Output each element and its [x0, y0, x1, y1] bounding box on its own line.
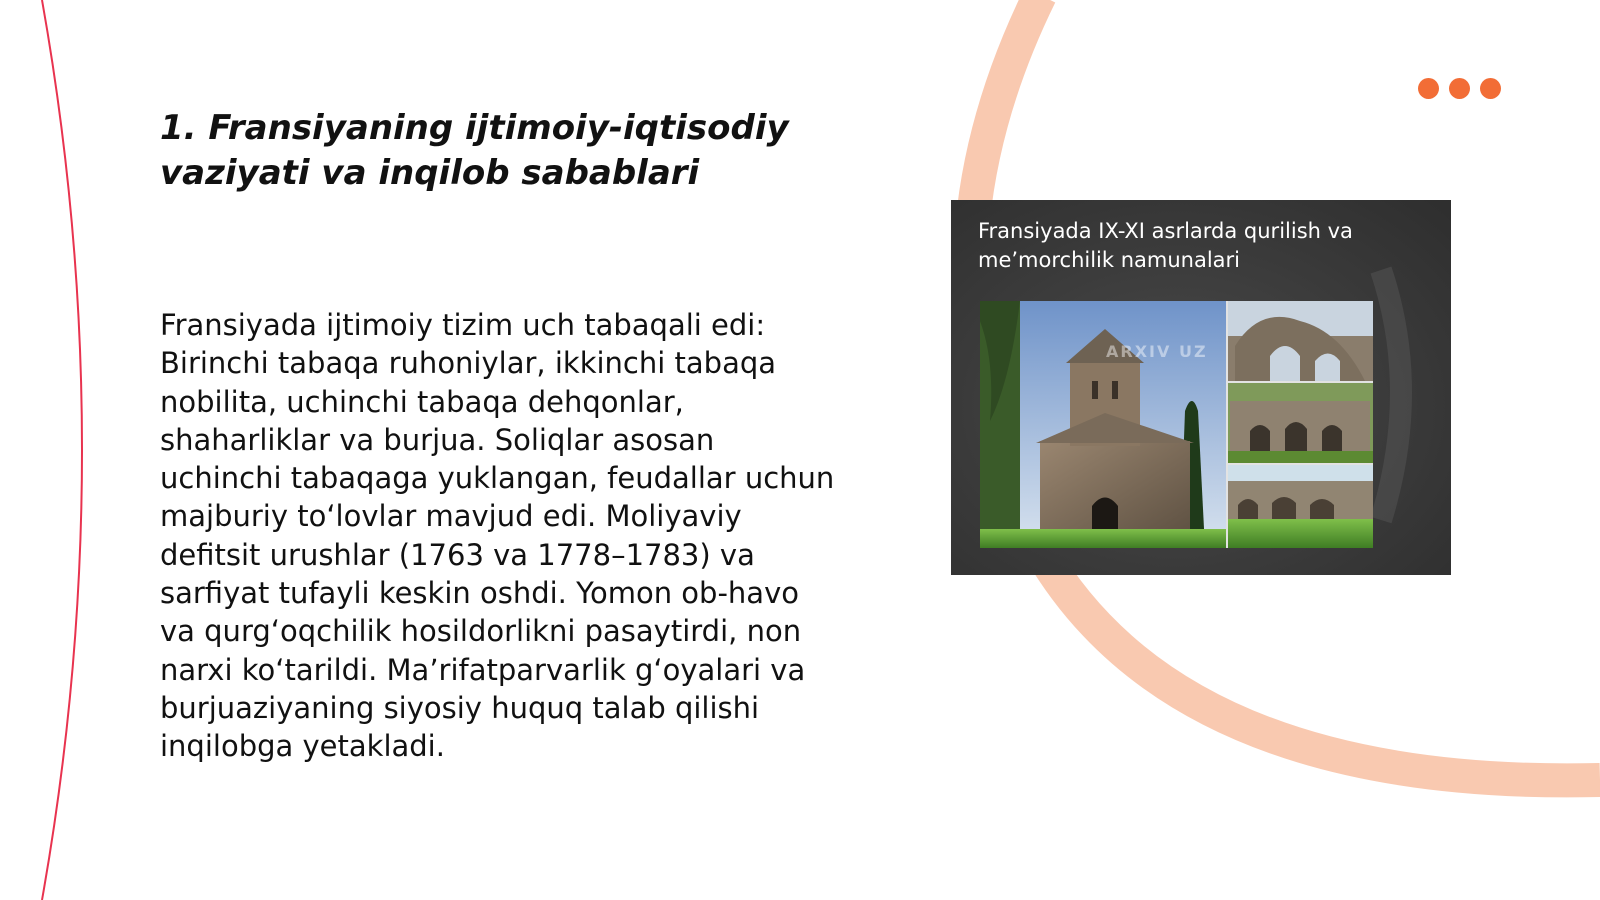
image-caption: Fransiyada IX-XI asrlarda qurilish va me’morchilik namunalari: [978, 219, 1353, 272]
architecture-photo-collage: [980, 301, 1373, 548]
dot: [1418, 78, 1439, 99]
left-curve-line: [42, 0, 82, 900]
dot: [1449, 78, 1470, 99]
slide-title: 1. Fransiyaning ijtimoiy-iqtisodiy vaziyati va inqilob sabablari: [160, 108, 789, 193]
three-dots-icon: [1418, 78, 1501, 99]
ruin-photo-middle: [1228, 383, 1373, 463]
dot: [1480, 78, 1501, 99]
photo-card: [951, 200, 1451, 575]
slide-body-text: Fransiyada ijtimoiy tizim uch tabaqali edi: Birinchi tabaqa ruhoniylar, ikkinchi tabaqa nobilita, uchinchi tabaqa dehqonlar, shaharliklar va burjua. Soliqlar asosan uchinchi tabaqaga yuklangan, feudallar uchun majburiy toʻlovlar mavjud edi. Moliyaviy defitsit urushlar (1763 va 1778–1783) va sarfiyat tufayli keskin oshdi. Yomon ob-havo va qurgʻoqchilik hosildorlikni pasaytirdi, non narxi koʻtarildi. Maʼrifatparvarlik gʻoyalari va burjuaziyaning siyosiy huquq talab qilishi inqilobga yetakladi.: [160, 308, 835, 764]
church-photo: [980, 301, 1226, 548]
photo-watermark: ARXIV UZ: [1106, 342, 1208, 361]
ruin-photo-top: [1228, 301, 1373, 381]
ruin-photo-bottom: [1228, 465, 1373, 548]
